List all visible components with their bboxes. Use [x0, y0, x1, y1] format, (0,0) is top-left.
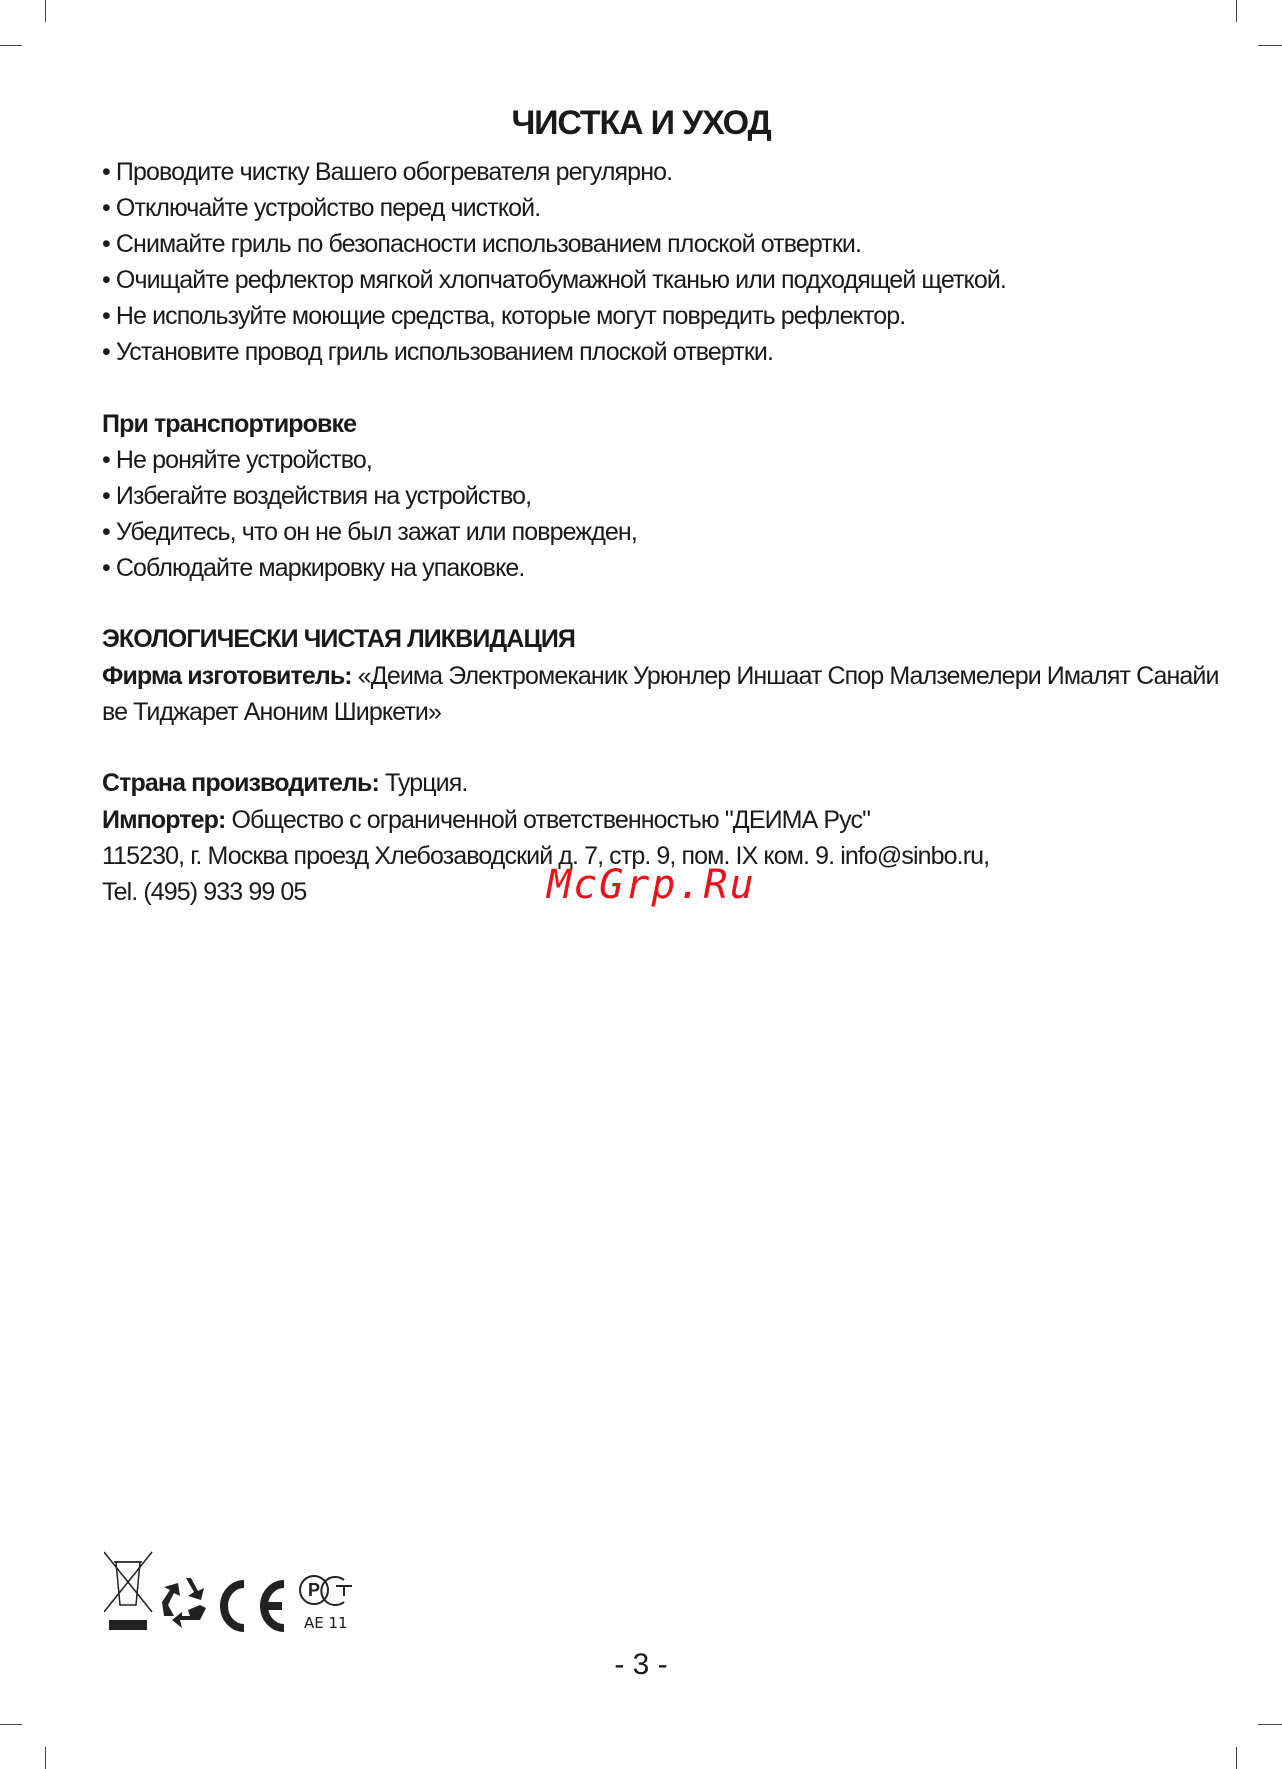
page-number: - 3 - [614, 1648, 668, 1681]
transport-item: • Соблюдайте маркировку на упаковке. [102, 554, 525, 582]
weee-bin-icon [104, 1552, 152, 1630]
cleaning-item: • Не используйте моющие средства, которые могут повредить рефлектор. [102, 302, 906, 330]
svg-text:P: P [308, 1580, 321, 1600]
cert-code: AE 11 [304, 1614, 348, 1632]
page-title: ЧИСТКА И УХОД [511, 104, 771, 142]
cleaning-item: • Очищайте рефлектор мягкой хлопчатобумажной тканью или подходящей щеткой. [102, 266, 1006, 294]
recycle-icon [162, 1578, 206, 1628]
country-label: Страна производитель: [102, 769, 379, 797]
country-value: Турция. [378, 769, 468, 797]
cleaning-item: • Отключайте устройство перед чисткой. [102, 194, 541, 222]
manufacturer-label: Фирма изготовитель: [102, 662, 352, 690]
crop-mark [0, 1724, 22, 1725]
certification-icons [104, 1550, 404, 1645]
importer-value: Общество с ограниченной ответственностью "ДЕИМА Рус" [225, 806, 871, 834]
country-line [102, 768, 467, 798]
transport-item: • Не роняйте устройство, [102, 446, 372, 474]
transport-item: • Убедитесь, что он не был зажат или поврежден, [102, 518, 637, 546]
crop-mark [45, 0, 46, 22]
cleaning-item: • Установите провод гриль использованием плоской отвертки. [102, 338, 774, 366]
crop-mark [0, 45, 22, 46]
crop-mark [1258, 45, 1282, 46]
manufacturer-line [102, 661, 1219, 691]
transport-item: • Избегайте воздействия на устройство, [102, 482, 532, 510]
ce-mark-icon [224, 1584, 284, 1628]
watermark: McGrp.Ru [547, 862, 756, 908]
phone-line: Tel. (495) 933 99 05 [102, 878, 307, 906]
address-line: 115230, г. Москва проезд Хлебозаводский д. 7, стр. 9, пом. IX ком. 9. info@sinbo.ru, [102, 842, 990, 870]
crop-mark [45, 1747, 46, 1769]
crop-mark [1258, 1724, 1282, 1725]
cleaning-item: • Проводите чистку Вашего обогревателя регулярно. [102, 158, 673, 186]
pct-mark-icon [300, 1576, 352, 1605]
manufacturer-line-2: ве Тиджарет Аноним Ширкети» [102, 698, 441, 726]
manufacturer-value: «Деима Электромеканик Урюнлер Иншаат Спор Малземелери Ималят Санайи [351, 662, 1219, 690]
transport-heading: При транспортировке [102, 410, 357, 438]
cleaning-item: • Снимайте гриль по безопасности использованием плоской отвертки. [102, 230, 861, 258]
crop-mark [1236, 1747, 1237, 1769]
importer-line [102, 805, 870, 835]
crop-mark [1236, 0, 1237, 22]
eco-heading: ЭКОЛОГИЧЕСКИ ЧИСТАЯ ЛИКВИДАЦИЯ [102, 625, 575, 653]
importer-label: Импортер: [102, 806, 226, 834]
